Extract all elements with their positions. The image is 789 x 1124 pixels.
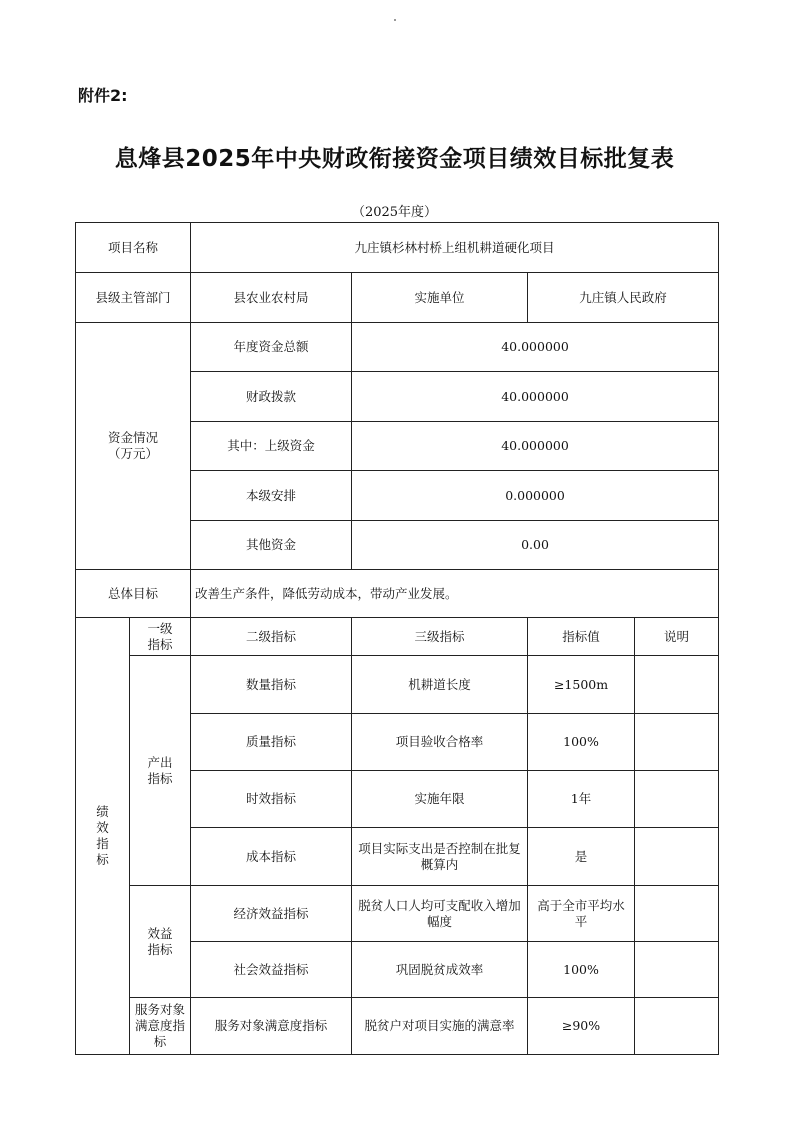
indicator-value: 1年 bbox=[528, 771, 635, 828]
funds-row bbox=[76, 323, 719, 372]
funds-item-value: 0.00 bbox=[352, 521, 719, 570]
indicator-note bbox=[635, 656, 719, 714]
indicator-level2: 服务对象满意度指标 bbox=[191, 998, 352, 1055]
department-row bbox=[76, 273, 719, 323]
funds-item-label: 本级安排 bbox=[191, 471, 352, 521]
indicator-value: 100% bbox=[528, 942, 635, 998]
header-level1-line1: 一级 bbox=[147, 620, 173, 636]
header-level2: 二级指标 bbox=[191, 618, 352, 656]
section-char: 标 bbox=[96, 852, 109, 867]
header-level1-line2: 指标 bbox=[147, 636, 173, 652]
indicator-level3: 实施年限 bbox=[352, 771, 528, 828]
service-indicator-label bbox=[130, 998, 191, 1055]
indicator-level3-line2: 幅度 bbox=[427, 913, 453, 929]
funds-item-label: 财政拨款 bbox=[191, 372, 352, 422]
indicator-row bbox=[76, 886, 719, 942]
funds-item-value: 40.000000 bbox=[352, 422, 719, 471]
service-label-line1: 服务对象 bbox=[135, 1002, 186, 1017]
indicator-note bbox=[635, 998, 719, 1055]
indicator-value: 100% bbox=[528, 714, 635, 771]
funds-item-value: 40.000000 bbox=[352, 323, 719, 372]
benefit-label-line1: 效益 bbox=[147, 925, 173, 941]
funds-label-line1: 资金情况 bbox=[108, 430, 159, 445]
indicator-level3: 脱贫户对项目实施的满意率 bbox=[352, 998, 528, 1055]
project-name-value: 九庄镇杉林村桥上组机耕道硬化项目 bbox=[191, 223, 719, 273]
indicator-level2: 时效指标 bbox=[191, 771, 352, 828]
header-value: 指标值 bbox=[528, 618, 635, 656]
indicator-level3: 项目验收合格率 bbox=[352, 714, 528, 771]
section-char: 绩 bbox=[96, 804, 109, 819]
indicator-level3 bbox=[352, 828, 528, 886]
indicator-row bbox=[76, 998, 719, 1055]
output-indicator-label bbox=[130, 656, 191, 886]
indicator-value-line2: 平 bbox=[574, 913, 588, 929]
indicator-level2: 经济效益指标 bbox=[191, 886, 352, 942]
funds-label bbox=[76, 323, 191, 570]
implementer-label: 实施单位 bbox=[352, 273, 528, 323]
funds-item-value: 40.000000 bbox=[352, 372, 719, 422]
funds-item-value: 0.000000 bbox=[352, 471, 719, 521]
funds-item-label: 其他资金 bbox=[191, 521, 352, 570]
performance-indicator-label bbox=[76, 618, 130, 1055]
project-name-row bbox=[76, 223, 719, 273]
service-label-line2: 满意度指 bbox=[135, 1018, 186, 1033]
approval-table bbox=[75, 222, 719, 1055]
indicator-value: ≥1500m bbox=[528, 656, 635, 714]
indicator-note bbox=[635, 771, 719, 828]
funds-item-label: 年度资金总额 bbox=[191, 323, 352, 372]
header-note: 说明 bbox=[635, 618, 719, 656]
benefit-indicator-label bbox=[130, 886, 191, 998]
indicator-level2: 社会效益指标 bbox=[191, 942, 352, 998]
funds-item-label: 其中：上级资金 bbox=[191, 422, 352, 471]
project-name-label: 项目名称 bbox=[76, 223, 191, 273]
indicator-level2: 数量指标 bbox=[191, 656, 352, 714]
indicator-row bbox=[76, 656, 719, 714]
indicator-level3-line1: 脱贫人口人均可支配收入增加 bbox=[358, 897, 521, 913]
goal-row bbox=[76, 570, 719, 618]
department-value: 县农业农村局 bbox=[191, 273, 352, 323]
indicator-level2: 成本指标 bbox=[191, 828, 352, 886]
indicator-value bbox=[528, 886, 635, 942]
funds-label-line2: （万元） bbox=[108, 446, 159, 461]
indicator-level3: 巩固脱贫成效率 bbox=[352, 942, 528, 998]
indicator-level2: 质量指标 bbox=[191, 714, 352, 771]
output-label-line1: 产出 bbox=[147, 754, 173, 770]
indicator-note bbox=[635, 714, 719, 771]
indicator-level3-line1: 项目实际支出是否控制在批复 bbox=[358, 840, 521, 856]
attachment-label: 附件2: bbox=[78, 86, 128, 105]
goal-label: 总体目标 bbox=[76, 570, 191, 618]
indicator-value: ≥90% bbox=[528, 998, 635, 1055]
indicator-level3-line2: 概算内 bbox=[420, 856, 459, 872]
goal-value: 改善生产条件，降低劳动成本，带动产业发展。 bbox=[191, 570, 719, 618]
indicator-note bbox=[635, 828, 719, 886]
service-label-line3: 标 bbox=[153, 1034, 167, 1049]
output-label-line2: 指标 bbox=[147, 770, 173, 786]
indicator-note bbox=[635, 942, 719, 998]
indicator-header-row bbox=[76, 618, 719, 656]
fiscal-year: （2025年度） bbox=[351, 205, 438, 220]
benefit-label-line2: 指标 bbox=[147, 941, 173, 957]
department-label: 县级主管部门 bbox=[76, 273, 191, 323]
scan-speck bbox=[394, 19, 396, 21]
indicator-value-line1: 高于全市平均水 bbox=[537, 897, 625, 913]
page-title: 息烽县2025年中央财政衔接资金项目绩效目标批复表 bbox=[114, 146, 675, 172]
indicator-value: 是 bbox=[528, 828, 635, 886]
section-char: 效 bbox=[96, 820, 109, 835]
header-level1 bbox=[130, 618, 191, 656]
implementer-value: 九庄镇人民政府 bbox=[528, 273, 719, 323]
indicator-note bbox=[635, 886, 719, 942]
indicator-level3: 机耕道长度 bbox=[352, 656, 528, 714]
section-char: 指 bbox=[96, 836, 109, 851]
indicator-level3 bbox=[352, 886, 528, 942]
header-level3: 三级指标 bbox=[352, 618, 528, 656]
